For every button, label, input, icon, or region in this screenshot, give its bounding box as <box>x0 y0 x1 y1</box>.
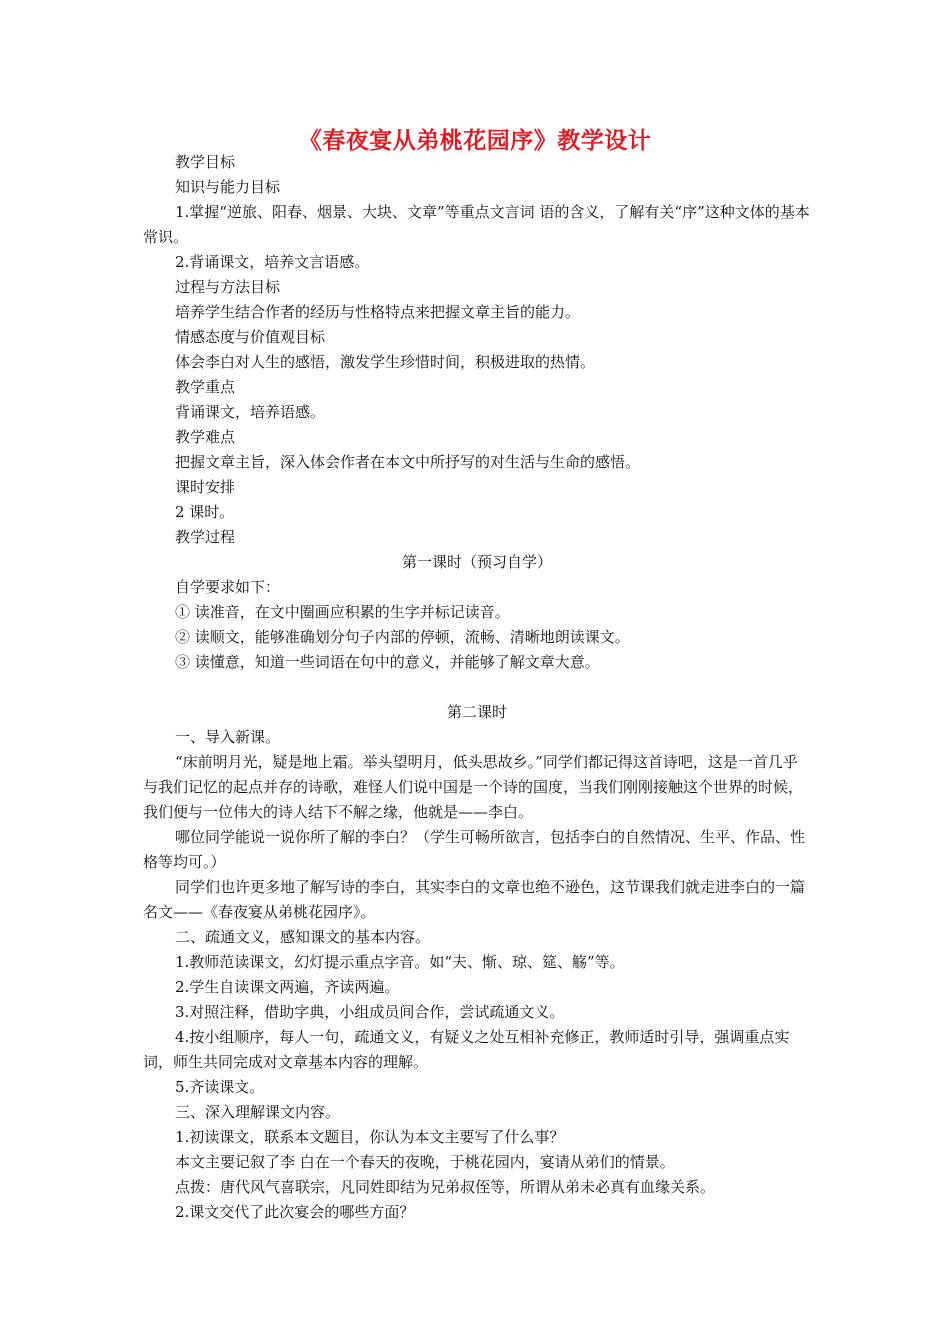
paragraph: 一、导入新课。 <box>175 728 281 746</box>
paragraph: 1.掌握“逆旅、阳春、烟景、大块、文章”等重点文言词 语的含义，了解有关“序”这种文体的基本常识。 <box>143 203 810 246</box>
paragraph: 把握文章主旨，深入体会作者在本文中所抒写的对生活与生命的感悟。 <box>175 453 641 471</box>
paragraph: 二、疏通文义，感知课文的基本内容。 <box>175 928 431 946</box>
list-item: 2.学生自读课文两遍，齐读两遍。 <box>175 978 400 996</box>
list-item: ① 读准音，在文中圈画应积累的生字并标记读音。 <box>175 603 510 621</box>
heading-teaching-objectives: 教学目标 <box>175 153 236 171</box>
paragraph: 培养学生结合作者的经历与性格特点来把握文章主旨的能力。 <box>175 303 581 321</box>
paragraph: 哪位同学能说一说你所了解的李白？（学生可畅所欲言，包括李白的自然情况、生平、作品、性格等均可。） <box>143 828 806 871</box>
section-heading-first-lesson: 第一课时（预习自学） <box>401 553 552 571</box>
spacer <box>143 675 811 700</box>
document-title: 《春夜宴从弟桃花园序》教学设计 <box>298 127 652 154</box>
paragraph: 2.背诵课文，培养文言语感。 <box>175 253 370 271</box>
list-item: ③ 读懂意，知道一些词语在句中的意义，并能够了解文章大意。 <box>175 653 600 671</box>
heading-difficulties: 教学难点 <box>175 428 236 446</box>
paragraph: 自学要求如下： <box>175 578 281 596</box>
list-item: 3.对照注释，借助字典，小组成员间合作，尝试疏通文义。 <box>175 1003 565 1021</box>
heading-process-method: 过程与方法目标 <box>175 278 281 296</box>
list-item: 4.按小组顺序，每人一句，疏通文义，有疑义之处互相补充修正，教师适时引导，强调重点实词，师生共同完成对文章基本内容的理解。 <box>143 1028 790 1071</box>
heading-knowledge-ability: 知识与能力目标 <box>175 178 281 196</box>
paragraph: 背诵课文，培养语感。 <box>175 403 326 421</box>
paragraph: 2 课时。 <box>175 503 235 521</box>
heading-schedule: 课时安排 <box>175 478 236 496</box>
list-item: 5.齐读课文。 <box>175 1078 265 1096</box>
paragraph: 点拨：唐代风气喜联宗，凡同姓即结为兄弟叔侄等，所谓从弟未必真有血缘关系。 <box>175 1178 716 1196</box>
paragraph: 同学们也许更多地了解写诗的李白，其实李白的文章也绝不逊色，这节课我们就走进李白的一篇名文——《春夜宴从弟桃花园序》。 <box>143 878 806 921</box>
paragraph: 本文主要记叙了李 白在一个春天的夜晚，于桃花园内，宴请从弟们的情景。 <box>175 1153 675 1171</box>
list-item: ② 读顺文，能够准确划分句子内部的停顿，流畅、清晰地朗读课文。 <box>175 628 630 646</box>
paragraph: “床前明月光，疑是地上霜。举头望明月，低头思故乡。”同学们都记得这首诗吧，这是一首几乎与我们记忆的起点并存的诗歌，难怪人们说中国是一个诗的国度，当我们刚刚接触这个世界的时候，我们便与一位伟大的诗人结下不解之缘，他就是——李白。 <box>143 753 804 821</box>
section-heading-second-lesson: 第二课时 <box>446 703 507 721</box>
document-body <box>143 150 811 1225</box>
heading-teaching-process: 教学过程 <box>175 528 236 546</box>
paragraph: 体会李白对人生的感悟，激发学生珍惜时间，积极进取的热情。 <box>175 353 596 371</box>
list-item: 2.课文交代了此次宴会的哪些方面？ <box>175 1203 415 1221</box>
list-item: 1.初读课文，联系本文题目，你认为本文主要写了什么事？ <box>175 1128 565 1146</box>
heading-emotion-values: 情感态度与价值观目标 <box>175 328 326 346</box>
paragraph: 三、深入理解课文内容。 <box>175 1103 341 1121</box>
heading-key-points: 教学重点 <box>175 378 236 396</box>
list-item: 1.教师范读课文，幻灯提示重点字音。如“夫、惭、琼、筵、觞”等。 <box>175 953 625 971</box>
